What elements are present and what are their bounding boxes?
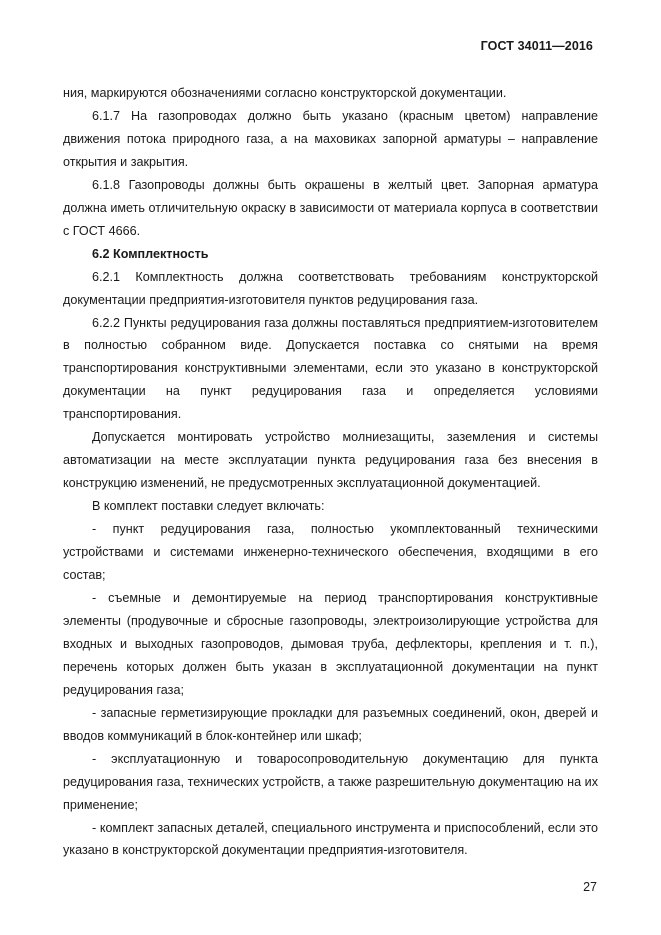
document-header [481,39,593,53]
list-item: - комплект запасных деталей, специального инструмента и приспособлений, если это указано в конструкторской документации предприятия-изготовителя. [63,820,598,858]
paragraph-delivery-intro: В комплект поставки следует включать: [92,499,325,514]
paragraph-continuation: ния, маркируются обозначениями согласно конструкторской документации. [63,86,507,100]
standard-designation: ГОСТ 34011—2016 [480,39,593,53]
page-number: 27 [583,880,597,894]
document-body [63,82,598,862]
paragraph-6-2-2: 6.2.2 Пункты редуцирования газа должны поставляться предприятием-изготовителем в полностью собранном виде. Допускается поставка со снятыми на время транспортирования конструктивными элементами, если это указано в конструкторской документации на пункт редуцирования газа и определяется условиями транспортирования. [63,315,598,422]
paragraph-6-1-7: 6.1.7 На газопроводах должно быть указано (красным цветом) направление движения потока природного газа, а на маховиках запорной арматуры – направление открытия и закрытия. [63,108,598,169]
paragraph-6-1-8: 6.1.8 Газопроводы должны быть окрашены в желтый цвет. Запорная арматура должна иметь отличительную окраску в зависимости от материала корпуса в соответствии с ГОСТ 4666. [63,177,598,238]
list-item: - эксплуатационную и товаросопроводительную документацию для пункта редуцирования газа, технических устройств, а также разрешительную документацию на их применение; [63,751,598,812]
paragraph-installation-note: Допускается монтировать устройство молниезащиты, заземления и системы автоматизации на месте эксплуатации пункта редуцирования газа без внесения в конструкцию изменений, не предусмотренных эксплуатационной документацией. [63,430,598,491]
list-item: - запасные герметизирующие прокладки для разъемных соединений, окон, дверей и вводов коммуникаций в блок-контейнер или шкаф; [63,705,598,743]
list-item: - съемные и демонтируемые на период транспортирования конструктивные элементы (продувочные и сбросные газопроводы, электроизолирующие устройства для входных и выходных газопроводов, дымовая труба, дефлекторы, крепления и т. п.), перечень которых должен быть указан в эксплуатационной документации на пункт редуцирования газа; [63,590,598,697]
paragraph-6-2-1: 6.2.1 Комплектность должна соответствовать требованиям конструкторской документации предприятия-изготовителя пунктов редуцирования газа. [63,269,598,307]
list-item: - пункт редуцирования газа, полностью укомплектованный техническими устройствами и системами инженерно-технического обеспечения, входящими в его состав; [63,522,598,583]
section-heading-6-2: 6.2 Комплектность [92,246,209,261]
